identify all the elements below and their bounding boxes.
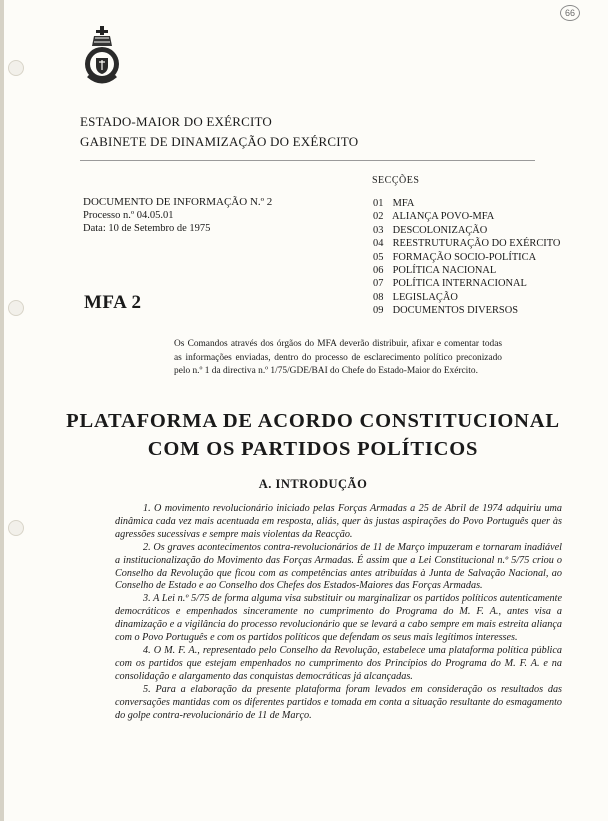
- army-emblem-icon: [82, 24, 122, 88]
- issuer-header: [80, 112, 358, 152]
- issuer-line-1: ESTADO-MAIOR DO EXÉRCITO: [80, 114, 273, 129]
- section-item: 04 REESTRUTURAÇÃO DO EXÉRCITO: [373, 238, 561, 250]
- punch-hole: [8, 60, 24, 76]
- page-title: [40, 407, 586, 463]
- title-line-1: PLATAFORMA DE ACORDO CONSTITUCIONAL: [66, 410, 560, 432]
- sections-list: [373, 197, 560, 318]
- section-heading: A. INTRODUÇÃO: [258, 477, 368, 491]
- punch-hole: [8, 520, 24, 536]
- section-item: 01 MFA: [373, 198, 415, 209]
- paragraph: 3. A Lei n.º 5/75 de forma alguma visa substituir ou marginalizar os partidos políticos autenticamente democráticos e empenhados sinceramente no cumprimento do Programa do M. F. A., antes visa a dinamização e a vigilância do processo revolucionário que se levará a cabo sempre em mais estreita aliança com o Povo Português e com os partidos políticos que defendam os seus mais legítimos interesses.: [115, 593, 562, 644]
- sections-heading: SECÇÕES: [372, 175, 420, 186]
- header-divider: [80, 160, 535, 161]
- section-item: 09 DOCUMENTOS DIVERSOS: [373, 305, 518, 317]
- title-line-2: COM OS PARTIDOS POLÍTICOS: [147, 438, 479, 460]
- paragraph: 2. Os graves acontecimentos contra-revolucionários de 11 de Março impuzeram e tornaram inadiável a institucionalização do Movimento das Forças Armadas. É assim que a Lei Constitucional n.º 5/75 criou o Conselho da Revolução que ficou com as competências antes atribuídas à Junta de Salvação Nacional, ao Conselho de Estado e ao Conselho dos Chefes dos Estados-Maiores das Forças Armadas.: [115, 541, 562, 592]
- document-date: Data: 10 de Setembro de 1975: [83, 223, 211, 234]
- document-title: DOCUMENTO DE INFORMAÇÃO N.º 2: [83, 196, 273, 208]
- paragraph: 1. O movimento revolucionário iniciado pelas Forças Armadas a 25 de Abril de 1974 adquiriu uma dinâmica cada vez mais acentuada em resposta, aliás, quer às justas aspirações do Povo Português quer às agressões sucessivas e sempre mais violentas da Reacção.: [115, 503, 562, 540]
- section-item: 06 POLÍTICA NACIONAL: [373, 265, 497, 277]
- body-text: [115, 503, 562, 722]
- section-item: 08 LEGISLAÇÃO: [373, 291, 458, 303]
- mfa-label: MFA 2: [84, 292, 142, 313]
- paragraph: 5. Para a elaboração da presente plataforma foram levados em consideração os resultados das conversações mantidas com os diferentes partidos e tomada em conta a situação resultante do esmagamento do golpe contra-revolucionário de 11 de Março.: [115, 683, 562, 721]
- paragraph: 4. O M. F. A., representado pelo Conselho da Revolução, estabelece uma plataforma política pública com os partidos que estejam empenhados no cumprimento dos Princípios do Programa do M. F. A. e na consolidação e alargamento das conquistas democráticas já alcançadas.: [115, 644, 562, 682]
- page-number-mark: 66: [560, 5, 580, 21]
- section-item: 02 ALIANÇA POVO-MFA: [373, 211, 495, 223]
- punch-hole: [8, 300, 24, 316]
- binding-edge: [0, 0, 4, 821]
- process-number: Processo n.º 04.05.01: [83, 210, 174, 221]
- section-item: 05 FORMAÇÃO SOCIO-POLÍTICA: [373, 251, 537, 263]
- document-info: [83, 196, 272, 235]
- section-item: 07 POLÍTICA INTERNACIONAL: [373, 278, 527, 290]
- issuer-line-2: GABINETE DE DINAMIZAÇÃO DO EXÉRCITO: [80, 134, 359, 149]
- section-item: 03 DESCOLONIZAÇÃO: [373, 224, 488, 236]
- distribution-notice: Os Comandos através dos órgãos do MFA deverão distribuir, afixar e comentar todas as informações enviadas, dentro do processo de esclarecimento político preconizado pelo n.º 1 da directiva n.º 1/75/GDE/BAI do Chefe do Estado-Maior do Exército.: [174, 339, 502, 376]
